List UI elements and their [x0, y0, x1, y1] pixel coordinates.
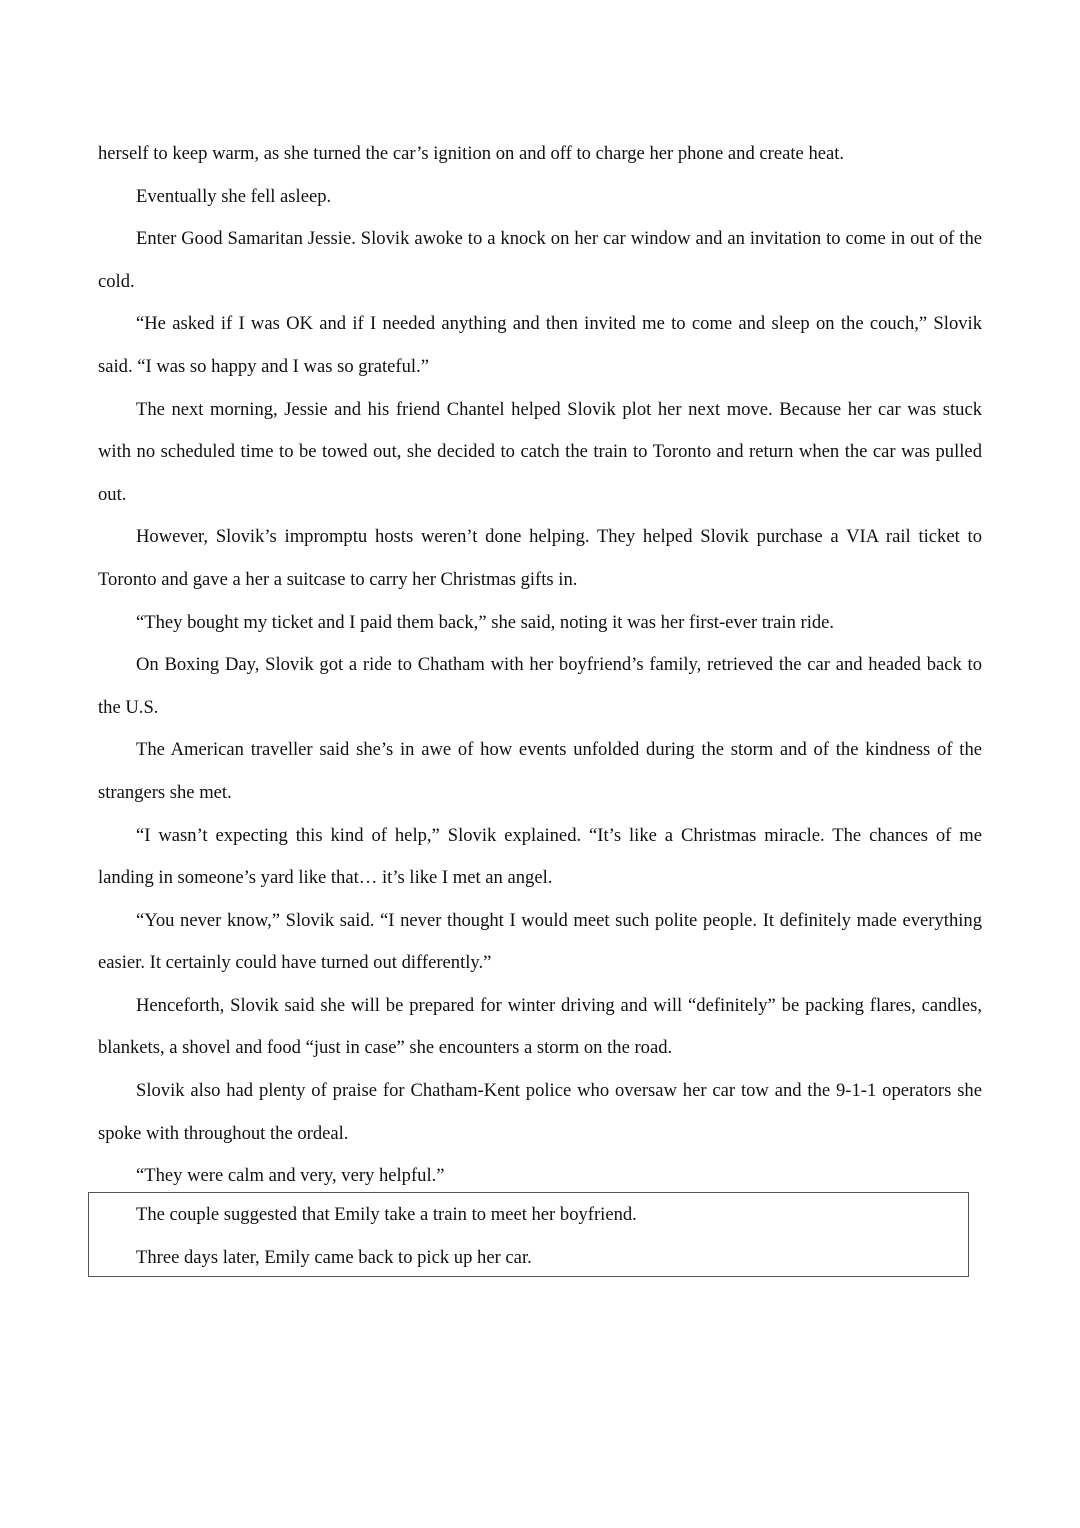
- article-paragraph: Slovik also had plenty of praise for Chatham-Kent police who oversaw her car tow and the 9-1-1 operators she spoke with throughout the ordeal.: [98, 1080, 982, 1144]
- summary-line: The couple suggested that Emily take a train to meet her boyfriend.: [136, 1204, 637, 1225]
- article-paragraph: However, Slovik’s impromptu hosts weren’t done helping. They helped Slovik purchase a VIA rail ticket to Toronto and gave a her a suitcase to carry her Christmas gifts in.: [98, 526, 982, 590]
- article-paragraph: The American traveller said she’s in awe of how events unfolded during the storm and of the kindness of the strangers she met.: [98, 739, 982, 803]
- article-paragraph: “You never know,” Slovik said. “I never thought I would meet such polite people. It definitely made everything easier. It certainly could have turned out differently.”: [98, 909, 982, 974]
- article-paragraph: “I wasn’t expecting this kind of help,” Slovik explained. “It’s like a Christmas miracle. The chances of me landing in someone’s yard like that… it’s like I met an angel.: [98, 824, 982, 889]
- article-paragraph: Enter Good Samaritan Jessie. Slovik awoke to a knock on her car window and an invitation to come in out of the cold.: [98, 228, 982, 292]
- article-paragraph: The next morning, Jessie and his friend Chantel helped Slovik plot her next move. Because her car was stuck with no scheduled time to be towed out, she decided to catch the train to Toronto and return when the car was pulled out.: [98, 398, 982, 505]
- article-paragraph: Eventually she fell asleep.: [136, 185, 332, 207]
- article-paragraph: “They bought my ticket and I paid them back,” she said, noting it was her first-ever train ride.: [136, 611, 835, 633]
- summary-line: Three days later, Emily came back to pick up her car.: [136, 1246, 532, 1268]
- article-body: [98, 133, 982, 1198]
- summary-box-text: [98, 1194, 958, 1279]
- article-paragraph: On Boxing Day, Slovik got a ride to Chatham with her boyfriend’s family, retrieved the car and headed back to the U.S.: [98, 654, 982, 718]
- article-paragraph: “They were calm and very, very helpful.”: [136, 1165, 445, 1187]
- article-paragraph: “He asked if I was OK and if I needed anything and then invited me to come and sleep on the couch,” Slovik said. “I was so happy and I was so grateful.”: [98, 313, 982, 377]
- article-paragraph: Henceforth, Slovik said she will be prepared for winter driving and will “definitely” be packing flares, candles, blankets, a shovel and food “just in case” she encounters a storm on the road.: [98, 994, 982, 1059]
- article-paragraph: herself to keep warm, as she turned the car’s ignition on and off to charge her phone and create heat.: [98, 143, 845, 164]
